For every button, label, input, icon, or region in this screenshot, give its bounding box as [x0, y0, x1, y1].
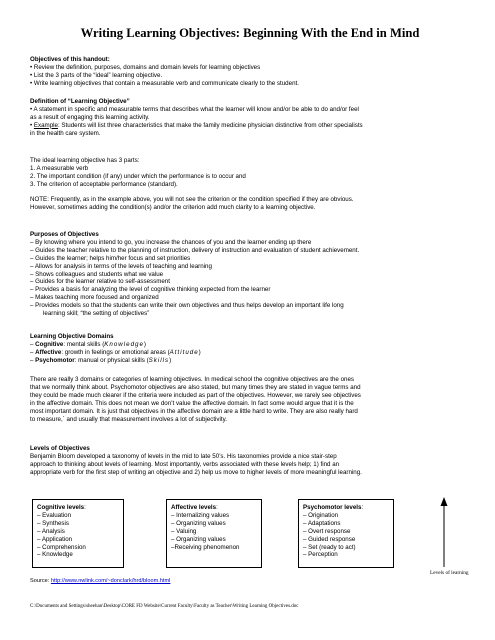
domain-name: Cognitive [35, 340, 64, 348]
level-item: – Organizing values [171, 535, 226, 543]
ideal-objective-section [30, 157, 470, 211]
ideal-part: 1. A measurable verb [30, 164, 89, 172]
definition-heading: Definition of “Learning Objective” [30, 98, 130, 105]
purpose-item: – Provides a basis for analyzing the level of cognitive thinking expected from the learner [30, 286, 271, 294]
purpose-item: – By knowing where you intend to go, you increase the chances of you and the learner ending up there [30, 238, 312, 246]
paragraph-line: Benjamin Bloom developed a taxonomy of levels in the mid to late 50’s. His taxonomies provide a nice stair-step [30, 452, 337, 460]
purposes-heading: Purposes of Objectives [30, 231, 99, 238]
level-item: – Overt response [303, 527, 351, 535]
domain-key: Knowledge [104, 340, 144, 348]
definition-line: as a result of engaging this learning activity. [30, 113, 150, 121]
paragraph-line: approach to thinking about levels of learning. Most importantly, verbs associated with these levels help; 1) find an [30, 460, 340, 468]
ideal-part: 3. The criterion of acceptable performance (standard). [30, 180, 178, 188]
domains-section [30, 333, 470, 365]
source-line [30, 578, 170, 584]
footer-file-path: C:\Documents and Settings\sheehan\Desktop\CORE FD Website\Current Faculty\Faculty as Teacher\Writing Learning Objectives.doc [30, 604, 299, 609]
paragraph-line: to measure,` and usually that measurement involves a lot of subjectivity. [30, 415, 227, 423]
ideal-part: 2. The important condition (if any) under which the performance is to occur and [30, 172, 246, 180]
purpose-item: – Guides for the learner relative to self-assessment [30, 278, 170, 286]
box-heading: Cognitive levels [37, 504, 85, 511]
page-title: Writing Learning Objectives: Beginning With the End in Mind [80, 26, 420, 40]
level-item: – Adaptations [303, 519, 341, 527]
paragraph-line: they could be made much clearer if the criteria were included as part of the objectives. However, we rarely see objectives [30, 391, 361, 399]
levels-heading: Levels of Objectives [30, 445, 90, 452]
domain-item: – Cognitive: mental skills (Knowledge) [30, 340, 146, 348]
domain-item: – Affective: growth in feelings or emotional areas (Attitude) [30, 348, 201, 356]
up-arrow-icon [440, 497, 448, 567]
definition-section [30, 98, 470, 138]
paragraph-line: There are really 3 domains or categories of learning objectives. In medical school the cognitive objectives are the ones [30, 376, 354, 383]
example-label: Example [33, 121, 58, 129]
example-text: : Students will list three characteristics that make the family medicine physician distinctive from other specialists [57, 121, 363, 129]
paragraph-line: most important domain. It is just that objectives in the affective domain are a little hard to write. They are also really hard [30, 407, 358, 415]
paragraph-line: that we normally think about. Psychomotor objectives are also stated, but many times they are stated in vague terms and [30, 383, 361, 391]
level-item: – Set (ready to act) [303, 543, 356, 551]
purpose-item: – Allows for analysis in terms of the levels of teaching and learning [30, 262, 212, 270]
purpose-continuation: learning skill; “the setting of objectives” [43, 310, 150, 318]
level-item: – Comprehension [37, 543, 86, 551]
domain-key: Skills [148, 356, 170, 364]
domain-name: Affective [35, 348, 62, 356]
source-link[interactable]: http://www.nwlink.com/~donclark/hrd/bloom.html [50, 578, 171, 584]
arrow-label: Levels of learning [430, 570, 469, 576]
definition-line: in the health care system. [30, 129, 101, 137]
level-item: – Guided response [303, 535, 356, 543]
definition-example: • Example: Students will list three characteristics that make the family medicine physician distinctive from other specialists [30, 121, 363, 129]
level-item: – Synthesis [37, 519, 69, 527]
purpose-item: – Makes teaching more focused and organized [30, 294, 159, 302]
levels-section [30, 445, 470, 477]
level-item: – Application [37, 535, 73, 543]
objective-item: • Review the definition, purposes, domains and domain levels for learning objectives [30, 63, 261, 71]
purpose-item: – Shows colleagues and students what we value [30, 270, 164, 278]
source-label: Source: [30, 578, 51, 584]
paragraph-line: in the affective domain. This does not mean we don’t value the affective domain. In fact some would argue that it is the [30, 399, 354, 407]
psychomotor-levels-box: Psychomotor levels: – Origination – Adaptations – Overt response – Guided response – Set (ready to act) – Perception [298, 499, 394, 568]
box-heading: Affective levels [171, 504, 217, 511]
objectives-section [30, 56, 470, 88]
paragraph-line: appropriate verb for the first step of writing an objective and 2) help us move to higher levels of more meaningful learning. [30, 468, 362, 476]
domains-paragraph [30, 376, 470, 423]
domains-heading: Learning Objective Domains [30, 333, 114, 340]
ideal-intro: The ideal learning objective has 3 parts: [30, 157, 140, 164]
affective-levels-box: Affective levels: – Internalizing values – Organizing values – Valuing – Organizing values –Receiving phenomenon [166, 499, 262, 568]
objectives-heading: Objectives of this handout: [30, 56, 110, 63]
purpose-item: – Guides the learner; helps him/her focus and set priorities [30, 254, 191, 262]
level-item: – Evaluation [37, 511, 72, 519]
purpose-item: – Guides the teacher relative to the planning of instruction, delivery of instruction and evaluation of student achievement. [30, 246, 360, 254]
definition-line: • A statement in specific and measurable terms that describes what the learner will know and/or be able to do and/or feel [30, 105, 359, 113]
level-item: –Receiving phenomenon [171, 543, 240, 551]
ideal-note: NOTE: Frequently, as in the example above, you will not see the criterion or the condition specified if they are obvious. [30, 195, 354, 203]
box-heading: Psychomotor levels [303, 504, 362, 511]
purpose-item: – Provides models so that the students can write their own objectives and thus helps develop an important life long [30, 302, 344, 310]
ideal-note: However, sometimes adding the condition(s) and/or the criterion add much clarity to a learning objective. [30, 203, 316, 211]
level-item: – Internalizing values [171, 511, 230, 519]
level-item: – Organizing values [171, 519, 226, 527]
cognitive-levels-box: Cognitive levels: – Evaluation – Synthesis – Analysis – Application – Comprehension – Knowledge [32, 499, 124, 568]
objective-item: • Write learning objectives that contain a measurable verb and communicate clearly to the student. [30, 79, 299, 87]
level-item: – Origination [303, 511, 339, 519]
level-item: – Knowledge [37, 551, 73, 559]
level-item: – Valuing [171, 527, 197, 535]
purposes-section [30, 231, 470, 318]
domain-name: Psychomotor [35, 356, 75, 364]
level-item: – Perception [303, 551, 338, 559]
level-item: – Analysis [37, 527, 65, 535]
domain-item: – Psychomotor: manual or physical skills (Skills) [30, 356, 172, 364]
objective-item: • List the 3 parts of the “ideal” learning objective. [30, 71, 163, 79]
domain-key: Attitude [169, 348, 199, 356]
